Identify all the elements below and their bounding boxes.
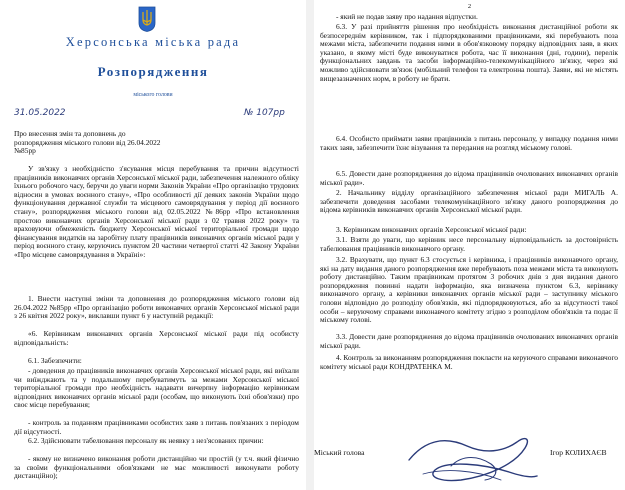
coat-of-arms-icon (138, 6, 156, 32)
handwritten-number: № 107рр (244, 108, 285, 118)
item-6-1-second-dash: - контроль за поданням працівниками особистих заяв з питань пов'язаних з періодом дії відсутності. (14, 418, 299, 436)
page-gutter (306, 0, 314, 490)
item-6-2-paragraph: 6.2. Здійснювати табелювання персоналу як неявку з нез'ясованих причин: (28, 436, 264, 445)
city-council-title: Херсонська міська рада (65, 35, 241, 49)
item-6-2-dash: - якому не визначено виконання роботи дистанційно чи простій (у т.ч. який фізично за своїми функціональними обов'язками не має можливості виконувати роботу дистанційно); (14, 454, 299, 481)
item-6-1-paragraph: 6.1. Забезпечити: (28, 356, 82, 365)
handwritten-signature-icon (405, 430, 540, 488)
document-author: міського голови (133, 92, 173, 98)
document-page-1 (0, 0, 306, 490)
item-3-1-paragraph: 3.1. Взяти до уваги, що керівник несе персональну відповідальність за достовірність табелювання працівників виконавчого органу. (320, 235, 618, 253)
item-4-paragraph: 4. Контроль за виконанням розпорядження покласти на керуючого справами виконавчого комітету міської ради КОНДРАТЕНКА М. (320, 353, 618, 371)
item-6-3-paragraph: 6.3. У разі прийняття рішення про необхідність виконання дистанційної роботи як безпосереднім керівником, так і підпорядкованими працівниками, які перебувають поза межами міста, забезпечити подання ними в обов'язковому порядку відповідних заяв, в яких указано, в якому місті буде виконуватися робота, час її виконання (дні, години), перелік функціональних завдань та засоби інформаційно-телекомунікаційного зв'язку, через які можливо здійснювати зв'язок (мобільний телефон та електронна пошта). Заяви, які не містять вищезазначених норм, в роботу не брати. (320, 22, 618, 83)
item-2-paragraph: 2. Начальнику відділу організаційного забезпечення міської ради МИГАЛЬ А. забезпечити доведення засобами телекомунікаційного зв'язку даного розпорядження до відома керівників виконавчих органів Херсонської міської ради. (320, 188, 618, 215)
signatory-name: Ігор КОЛИХАЄВ (550, 448, 607, 457)
document-page-2 (314, 0, 625, 490)
item-6-paragraph: «6. Керівникам виконавчих органів Херсонської міської ради під особисту відповідальність: (14, 329, 299, 347)
item-6-5-paragraph: 6.5. Довести дане розпорядження до відома працівників очолюваних виконавчих органів міської ради». (320, 169, 618, 187)
item-3-paragraph: 3. Керівникам виконавчих органів Херсонської міської ради: (336, 225, 527, 234)
item-3-3-paragraph: 3.3. Довести дане розпорядження до відома працівників очолюваних виконавчих органів міської ради. (320, 332, 618, 350)
signatory-position: Міський голова (314, 448, 365, 457)
document-type-title: Розпорядження (97, 64, 209, 79)
item-1-paragraph: 1. Внести наступні зміни та доповнення до розпорядження міського голови від 26.04.2022 №85рр «Про організацію роботи виконавчих органів Херсонської міської ради з 26 квітня 2022 року», виклавши пункт 6 у наступній редакції: (14, 294, 299, 321)
document-subject: Про внесення змін та доповнень до розпорядження міського голови від 26.04.2022 №85рр (14, 129, 161, 156)
preamble-paragraph: У зв'язку з необхідністю з'ясування місця перебування та причин відсутності працівників виконавчих органів Херсонської міської ради, забезпечення належного обліку їхнього робочого часу, беручи до уваги норми Законів України «Про організацію трудових відносин в умовах воєнного стану», «Про особливості дії деяких законів України щодо функціонування державної служби та місцевого самоврядування у період дії воєнного стану», розпорядження міського голови від 02.05.2022 №86рр «Про встановлення простою виконавчих органів Херсонської міської ради з 02 травня 2022 року» та враховуючи обмеженість бюджету Херсонської міської територіальної громади щодо фінансування видатків на заробітну плату працівників виконавчих органів міської ради у період воєнного стану, керуючись пунктом 20 частини четвертої статті 42 Закону України «Про місцеве самоврядування в Україні»: (14, 164, 299, 259)
item-6-1-first-dash: - доведення до працівників виконавчих органів Херсонської міської ради, які виїхали чи виїжджають та у подальшому перебуватимуть за межами Херсонської міської територіальної громади про необхідність надавати вичерпну інформацію керівникам відповідних виконавчих органів міської ради (особам, що виконують їхні обов'язки) про своє місце перебування; (14, 366, 299, 410)
page-number: 2 (467, 3, 472, 10)
item-3-2-paragraph: 3.2. Врахувати, що пункт 6.3 стосується і керівника, і працівників виконавчого органу, які на дату видання даного розпорядження вже перебувають поза межами міста та виконують роботу дистанційно. Таким працівникам протягом 3 робочих днів з дня видання даного розпорядження повинні надати інформацію, яка визначена пунктом 6.3, керівнику виконавчого органу, а керівники виконавчих органів міської ради – заступнику міського голови відповідно до розподілу обов'язків, які підпорядковуються, або за відсутності такої особи – керуючому справами виконавчого комітету згідно з розподілом обов'язків та подає її міському голові. (320, 255, 618, 325)
handwritten-date: 31.05.2022 (14, 108, 66, 118)
item-6-2-last-dash: - який не подав заяву про надання відпустки. (336, 12, 478, 21)
item-6-4-paragraph: 6.4. Особисто приймати заяви працівників з питань персоналу, у випадку подання ними таких заяв, забезпечити їхнє візування та передання на розгляд міському голові. (320, 134, 618, 152)
